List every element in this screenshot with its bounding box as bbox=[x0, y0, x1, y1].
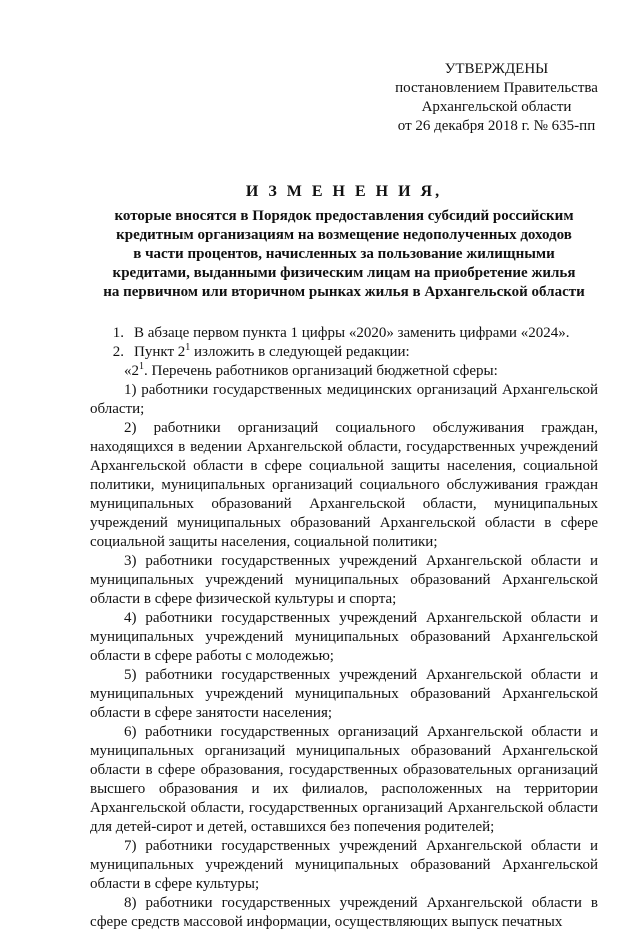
list-paragraph-2: 2) работники организаций социального обслуживания граждан, находящихся в ведении Архангельской области, государственных учреждений Архангельской области в сфере социальной защиты населения, социальной политики, муниципальных организаций социального обслуживания граждан муниципальных образований Архангельской области, муниципальных учреждений муниципальных образований Архангельской области в сфере социальной защиты населения, социальной политики; bbox=[90, 420, 598, 550]
subtitle-line: в части процентов, начисленных за пользование жилищными bbox=[133, 246, 555, 262]
numbered-item-1 bbox=[90, 324, 598, 343]
list-paragraph-6: 6) работники государственных организаций Архангельской области и муниципальных организаций муниципальных образований Архангельской области в сфере образования, государственных образовательных организаций высшего образования и их филиалов, расположенных на территории Архангельской области, государственных организаций Архангельской области для детей-сирот и детей, оставшихся без попечения родителей; bbox=[90, 724, 598, 835]
quote-text-part: . Перечень работников организаций бюджетной сферы: bbox=[144, 363, 498, 379]
document-heading bbox=[90, 182, 598, 302]
document-title: И З М Е Н Е Н И Я, bbox=[245, 183, 443, 200]
list-paragraph-8: 8) работники государственных учреждений Архангельской области в сфере средств массовой информации, осуществляющих выпуск печатных bbox=[90, 895, 598, 930]
subtitle-line: кредитным организациям на возмещение недополученных доходов bbox=[116, 227, 572, 243]
item-number: 2. bbox=[112, 344, 124, 360]
document-body bbox=[90, 324, 598, 932]
approval-line-2: постановлением Правительства bbox=[395, 80, 598, 96]
approval-date-number: от 26 декабря 2018 г. № 635-пп bbox=[397, 118, 596, 134]
list-paragraph-7: 7) работники государственных учреждений Архангельской области и муниципальных учреждений муниципальных образований Архангельской области в сфере культуры; bbox=[90, 838, 598, 892]
quoted-heading bbox=[90, 362, 598, 381]
approval-line-3: Архангельской области bbox=[421, 99, 572, 115]
subtitle-line: которые вносятся в Порядок предоставления субсидий российским bbox=[114, 208, 574, 224]
item-text bbox=[134, 343, 410, 362]
item-text-part: Пункт 2 bbox=[134, 344, 186, 360]
document-subtitle bbox=[90, 207, 598, 302]
item-number: 1. bbox=[112, 325, 124, 341]
item-text: В абзаце первом пункта 1 цифры «2020» заменить цифрами «2024». bbox=[134, 325, 570, 341]
superscript: 1 bbox=[139, 361, 144, 372]
quote-text-part: «2 bbox=[124, 363, 139, 379]
list-paragraph-5: 5) работники государственных учреждений Архангельской области и муниципальных учреждений муниципальных образований Архангельской области в сфере занятости населения; bbox=[90, 667, 598, 721]
subtitle-line: кредитами, выданными физическим лицам на приобретение жилья bbox=[112, 265, 576, 281]
list-paragraph-1: 1) работники государственных медицинских организаций Архангельской области; bbox=[90, 382, 598, 417]
list-paragraph-3: 3) работники государственных учреждений Архангельской области и муниципальных учреждений муниципальных образований Архангельской области в сфере физической культуры и спорта; bbox=[90, 553, 598, 607]
approval-stamp bbox=[395, 60, 598, 136]
subtitle-line: на первичном или вторичном рынках жилья в Архангельской области bbox=[103, 284, 585, 300]
superscript: 1 bbox=[185, 342, 191, 353]
approval-title: УТВЕРЖДЕНЫ bbox=[444, 61, 549, 77]
list-paragraph-4: 4) работники государственных учреждений Архангельской области и муниципальных учреждений муниципальных образований Архангельской области в сфере работы с молодежью; bbox=[90, 610, 598, 664]
item-text-part: изложить в следующей редакции: bbox=[190, 344, 410, 360]
numbered-item-2 bbox=[90, 343, 598, 362]
